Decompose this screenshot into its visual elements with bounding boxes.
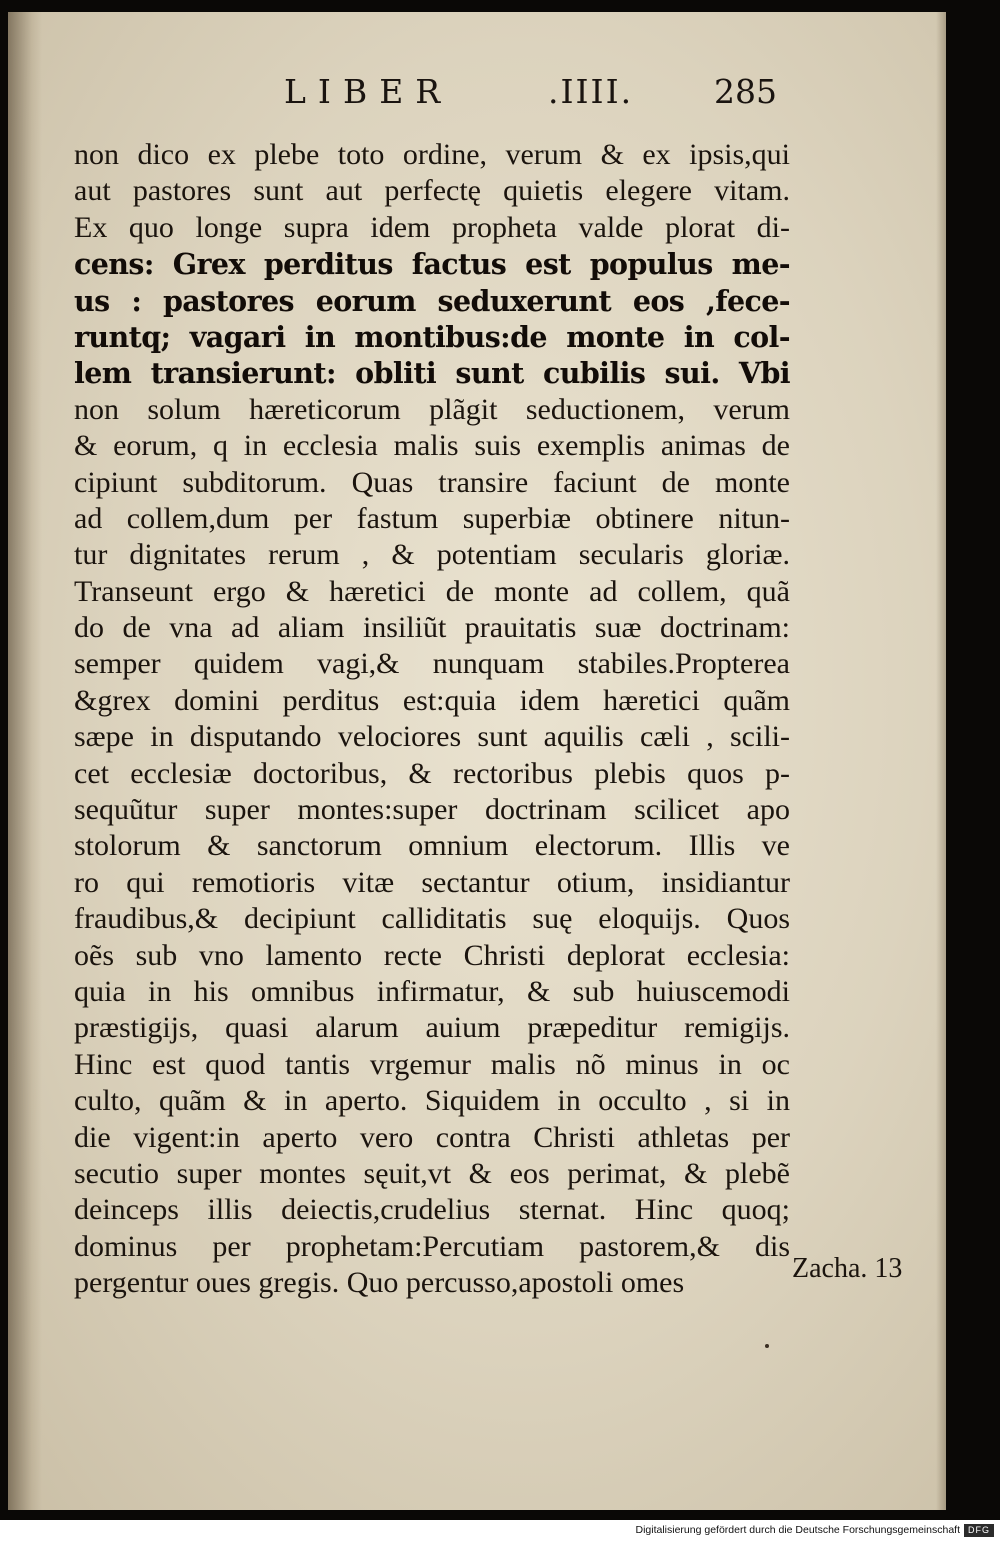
text-line: cipiunt subditorum. Quas transire faciunt de monte [74,465,790,499]
page-edge-shadow [936,12,946,1510]
text-line: Transeunt ergo & hæretici de monte ad collem, quã [74,574,790,608]
text-line: aut pastores sunt aut perfectę quietis elegere vitam. [74,174,790,208]
marginal-note: Zacha. 13 [792,1253,903,1284]
text-line: ro qui remotioris vitæ sectantur otium, insidiantur [74,865,790,899]
funding-credit: Digitalisierung gefördert durch die Deutsche Forschungsgemeinschaft [635,1524,960,1536]
text-line: runtq; vagari in montibus:de monte in col- [74,319,790,354]
text-line: cet ecclesiæ doctoribus, & rectoribus plebis quos p- [74,756,790,790]
book-number: .IIII. [548,72,634,111]
gutter-shadow [8,12,42,1510]
text-line: non solum hæreticorum plãgit seductionem, verum [74,392,790,426]
text-line: fraudibus,& decipiunt calliditatis suę eloquijs. Quos [74,902,790,936]
running-head: LIBER [284,72,453,111]
digitization-footer [0,1522,1000,1541]
text-line: us : pastores eorum seduxerunt eos ,fece- [74,283,790,318]
text-line: die vigent:in aperto vero contra Christi athletas per [74,1120,790,1154]
folio-number: 285 [714,72,777,111]
text-line: &grex domini perditus est:quia idem hæretici quãm [74,683,790,717]
text-line: semper quidem vagi,& nunquam stabiles.Propterea [74,647,790,681]
body-text [74,137,790,1302]
text-line: secutio super montes sęuit,vt & eos perimat, & plebẽ [74,1156,790,1190]
text-line: tur dignitates rerum , & potentiam secularis gloriæ. [74,538,790,572]
text-line: quia in his omnibus infirmatur, & sub huiuscemodi [74,974,790,1008]
text-line: præstigijs, quasi alarum auium præpeditur remigijs. [74,1011,790,1045]
text-line: & eorum, q in ecclesia malis suis exemplis animas de [74,429,790,463]
text-line: sæpe in disputando velociores sunt aquilis cæli , scili- [74,720,790,754]
text-line: cens: Grex perditus factus est populus me- [74,247,790,282]
text-line: culto, quãm & in aperto. Siquidem in occulto , si in [74,1084,790,1118]
text-line: lem transierunt: obliti sunt cubilis sui. Vbi [74,356,790,391]
book-page [8,12,946,1510]
text-line: do de vna ad aliam insiliũt prauitatis suæ doctrinam: [74,611,790,645]
text-line: deinceps illis deiectis,crudelius sternat. Hinc quoq; [74,1193,790,1227]
page-header [8,72,946,112]
text-line: Hinc est quod tantis vrgemur malis nõ minus in oc [74,1047,790,1081]
text-line: stolorum & sanctorum omnium electorum. Illis ve [74,829,790,863]
text-line: pergentur oues gregis. Quo percusso,apostoli omes [74,1266,685,1300]
text-line: dominus per prophetam:Percutiam pastorem,& dis [74,1229,790,1263]
text-line: oẽs sub vno lamento recte Christi deplorat ecclesia: [74,938,790,972]
dfg-logo: DFG [964,1524,994,1537]
text-line: ad collem,dum per fastum superbiæ obtinere nitun- [74,501,790,535]
text-line: non dico ex plebe toto ordine, verum & ex ipsis,qui [74,138,790,171]
text-line: Ex quo longe supra idem propheta valde plorat di- [74,210,790,244]
ink-speck [765,1344,769,1348]
text-line: sequũtur super montes:super doctrinam scilicet apo [74,793,790,827]
